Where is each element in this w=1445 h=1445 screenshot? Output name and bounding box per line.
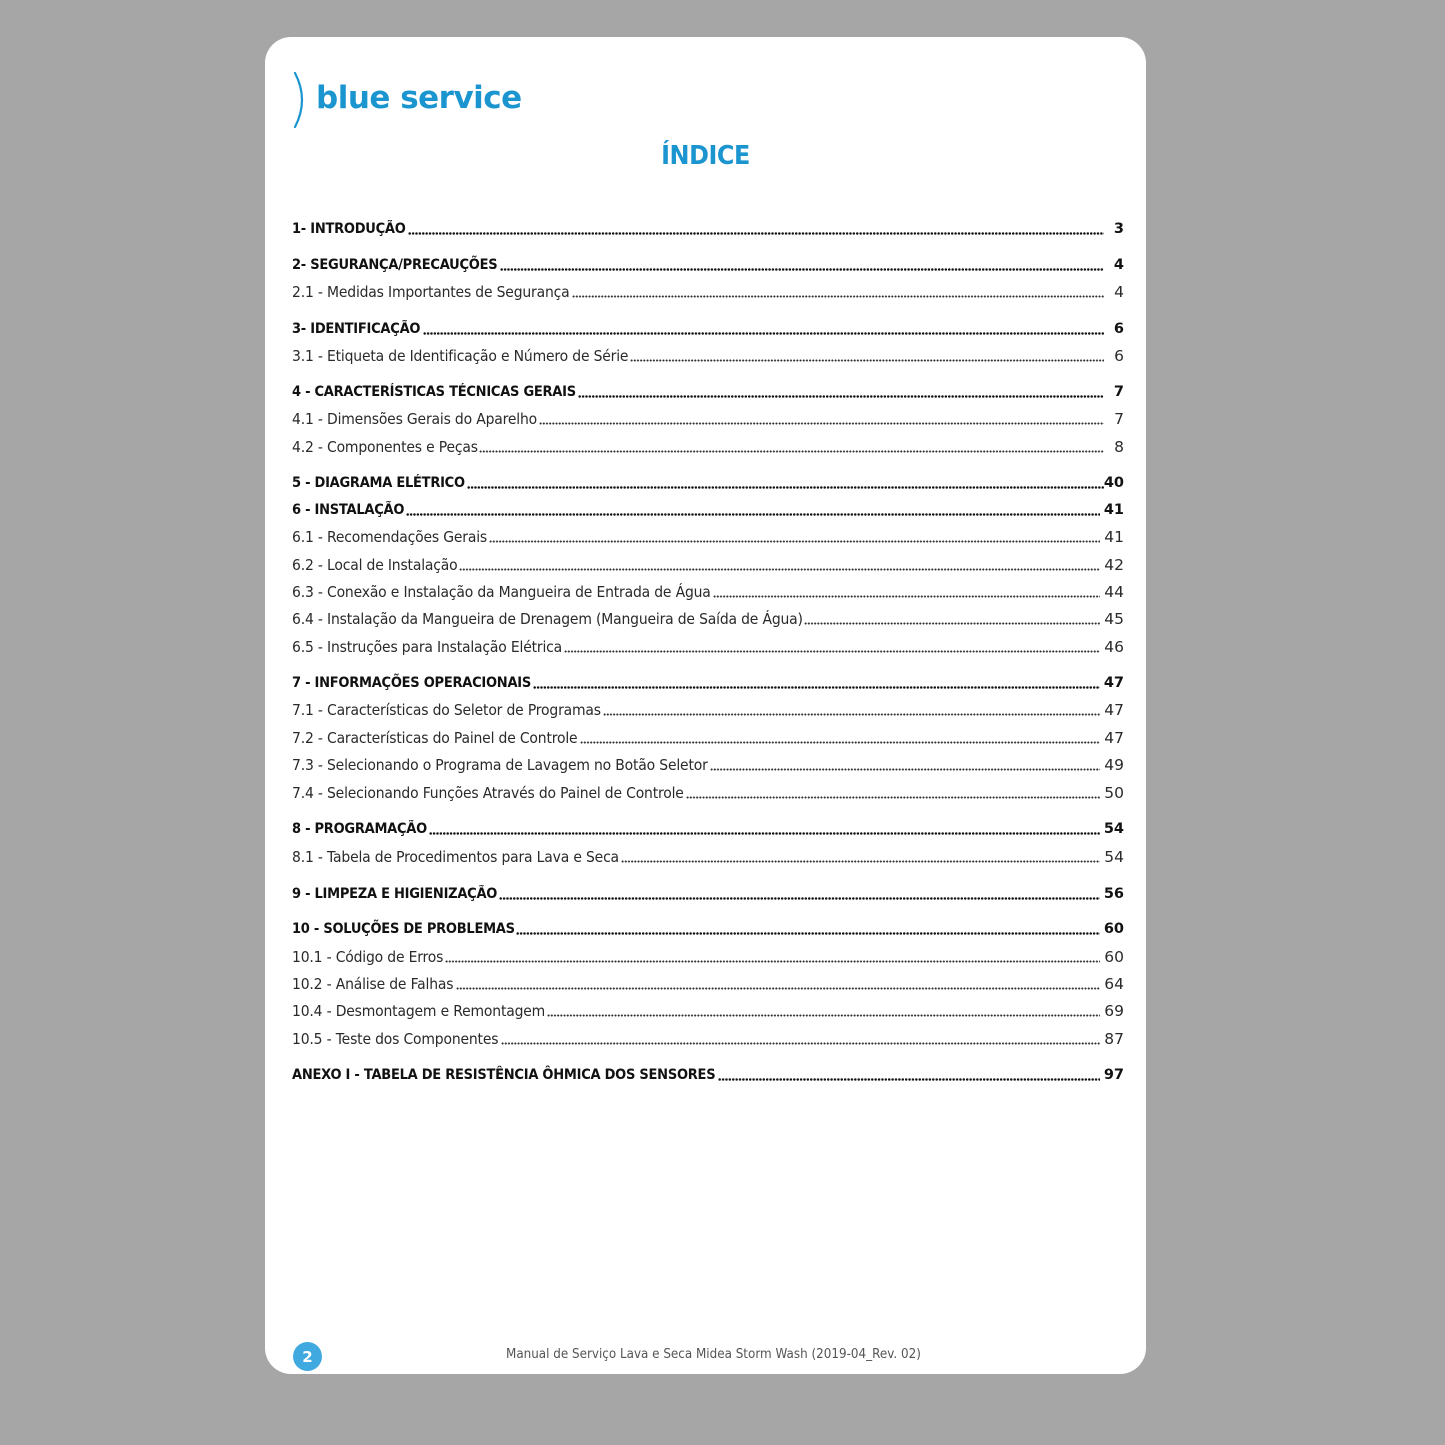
logo-arc-icon: [292, 71, 310, 129]
toc-entry-label: 9 - LIMPEZA E HIGIENIZAÇÃO: [292, 886, 498, 902]
toc-entry-label: 2.1 - Medidas Importantes de Segurança: [292, 283, 570, 301]
toc-entry-page: 6: [1113, 321, 1124, 337]
dot-leader: [630, 359, 1104, 362]
dot-leader: [479, 450, 1104, 453]
toc-entry-label: 6.4 - Instalação da Mangueira de Drenagem (Mangueira de Saída de Água): [292, 610, 803, 628]
toc-entry-label: 7.4 - Selecionando Funções Através do Painel de Controle: [292, 784, 684, 802]
toc-entry-page: 60: [1103, 921, 1124, 937]
toc-entry-label: 10.2 - Análise de Falhas: [292, 975, 454, 993]
dot-leader: [718, 1078, 1100, 1081]
toc-entry-label: 6 - INSTALAÇÃO: [292, 502, 405, 518]
toc-entry-10-5[interactable]: [292, 1025, 1124, 1049]
toc-entry-6-4[interactable]: [292, 605, 1124, 629]
dot-leader: [500, 268, 1104, 271]
toc-entry-page: 41: [1104, 528, 1124, 546]
toc-entry-anexo-i[interactable]: [292, 1061, 1124, 1085]
toc-entry-label: 8 - PROGRAMAÇÃO: [292, 821, 427, 837]
toc-entry-page: 56: [1103, 886, 1124, 902]
toc-entry-10-2[interactable]: [292, 970, 1124, 994]
toc-entry-label: 4.1 - Dimensões Gerais do Aparelho: [292, 410, 537, 428]
toc-entry-6-5[interactable]: [292, 633, 1124, 657]
toc-entry-page: 60: [1104, 948, 1124, 966]
toc-entry-8-1[interactable]: [292, 843, 1124, 867]
toc-entry-7-1[interactable]: [292, 696, 1124, 720]
dot-leader: [580, 741, 1101, 744]
toc-entry-label: 7 - INFORMAÇÕES OPERACIONAIS: [292, 675, 532, 691]
toc-entry-instalacao[interactable]: [292, 496, 1124, 520]
toc-entry-page: 47: [1103, 675, 1124, 691]
toc-entry-label: 2- SEGURANÇA/PRECAUÇÕES: [292, 257, 498, 273]
dot-leader: [501, 1042, 1101, 1045]
toc-entry-page: 4: [1114, 283, 1124, 301]
toc-entry-label: 4 - CARACTERÍSTICAS TÉCNICAS GERAIS: [292, 384, 576, 400]
dot-leader: [429, 832, 1100, 835]
toc-entry-6-1[interactable]: [292, 523, 1124, 547]
dot-leader: [456, 987, 1101, 990]
dot-leader: [686, 796, 1100, 799]
toc-entry-10-4[interactable]: [292, 997, 1124, 1021]
toc-entry-limpeza[interactable]: [292, 880, 1124, 904]
dot-leader: [603, 713, 1100, 716]
toc-entry-page: 64: [1104, 975, 1124, 993]
toc-entry-2-1[interactable]: [292, 278, 1124, 302]
toc-entry-diagrama[interactable]: [292, 469, 1124, 493]
toc-entry-page: 42: [1104, 556, 1124, 574]
toc-entry-label: 10 - SOLUÇÕES DE PROBLEMAS: [292, 921, 515, 937]
toc-entry-page: 46: [1104, 638, 1124, 656]
toc-entry-label: 7.1 - Características do Seletor de Programas: [292, 701, 601, 719]
dot-leader: [804, 622, 1100, 625]
toc-entry-6-3[interactable]: [292, 578, 1124, 602]
toc-entry-caracteristicas[interactable]: [292, 378, 1124, 402]
dot-leader: [516, 932, 1100, 935]
toc-entry-label: 10.5 - Teste dos Componentes: [292, 1030, 499, 1048]
toc-entry-7-2[interactable]: [292, 724, 1124, 748]
toc-entry-page: 50: [1104, 784, 1124, 802]
toc-entry-page: 40: [1103, 475, 1124, 491]
dot-leader: [578, 395, 1104, 398]
toc-entry-page: 54: [1104, 848, 1124, 866]
dot-leader: [499, 897, 1100, 900]
toc-entry-page: 47: [1104, 729, 1124, 747]
dot-leader: [445, 960, 1100, 963]
toc-entry-page: 87: [1104, 1030, 1124, 1048]
dot-leader: [489, 540, 1101, 543]
toc-entry-label: ANEXO I - TABELA DE RESISTÊNCIA ÔHMICA DOS SENSORES: [292, 1067, 716, 1083]
toc-entry-label: 5 - DIAGRAMA ELÉTRICO: [292, 475, 465, 491]
toc-entry-introducao[interactable]: [292, 215, 1124, 239]
dot-leader: [533, 686, 1100, 689]
toc-entry-label: 6.1 - Recomendações Gerais: [292, 528, 487, 546]
toc-entry-page: 47: [1104, 701, 1124, 719]
toc-entry-page: 49: [1104, 756, 1124, 774]
toc-entry-page: 4: [1113, 257, 1124, 273]
toc-entry-page: 54: [1103, 821, 1124, 837]
toc-entry-10-1[interactable]: [292, 943, 1124, 967]
brand-logo: [292, 70, 522, 130]
toc-entry-label: 6.5 - Instruções para Instalação Elétrica: [292, 638, 563, 656]
dot-leader: [710, 768, 1101, 771]
dot-leader: [621, 860, 1100, 863]
toc-entry-label: 1- INTRODUÇÃO: [292, 221, 406, 237]
toc-entry-label: 10.4 - Desmontagem e Remontagem: [292, 1002, 546, 1020]
dot-leader: [467, 486, 1104, 489]
dot-leader: [713, 595, 1100, 598]
document-page: [265, 37, 1146, 1374]
toc-entry-page: 45: [1104, 610, 1124, 628]
toc-entry-7-4[interactable]: [292, 779, 1124, 803]
toc-entry-4-1[interactable]: [292, 405, 1124, 429]
toc-entry-label: 4.2 - Componentes e Peças: [292, 438, 478, 456]
toc-entry-page: 69: [1104, 1002, 1124, 1020]
dot-leader: [539, 422, 1104, 425]
toc-entry-page: 6: [1114, 347, 1124, 365]
toc-entry-label: 8.1 - Tabela de Procedimentos para Lava e Seca: [292, 848, 619, 866]
toc-entry-page: 3: [1113, 221, 1124, 237]
toc-entry-label: 7.3 - Selecionando o Programa de Lavagem no Botão Seletor: [292, 756, 708, 774]
toc-entry-page: 7: [1114, 410, 1124, 428]
toc-entry-programacao[interactable]: [292, 815, 1124, 839]
toc-entry-label: 3- IDENTIFICAÇÃO: [292, 321, 421, 337]
toc-entry-3-1[interactable]: [292, 342, 1124, 366]
dot-leader: [459, 568, 1100, 571]
dot-leader: [564, 650, 1100, 653]
toc-entry-label: 3.1 - Etiqueta de Identificação e Número de Série: [292, 347, 629, 365]
toc-entry-page: 44: [1104, 583, 1124, 601]
toc-entry-label: 6.2 - Local de Instalação: [292, 556, 458, 574]
toc-entry-informacoes[interactable]: [292, 669, 1124, 693]
toc-entry-page: 8: [1114, 438, 1124, 456]
toc-entry-page: 97: [1103, 1067, 1124, 1083]
toc-entry-identificacao[interactable]: [292, 315, 1124, 339]
dot-leader: [408, 232, 1104, 235]
logo-text: blue service: [316, 80, 522, 116]
page-number-badge: 2: [293, 1342, 322, 1371]
toc-entry-seguranca[interactable]: [292, 251, 1124, 275]
toc-entry-page: 41: [1103, 502, 1124, 518]
page-title: ÍNDICE: [661, 141, 750, 171]
toc-entry-label: 6.3 - Conexão e Instalação da Mangueira de Entrada de Água: [292, 583, 711, 601]
toc-entry-7-3[interactable]: [292, 751, 1124, 775]
dot-leader: [572, 295, 1104, 298]
dot-leader: [423, 332, 1104, 335]
toc-entry-6-2[interactable]: [292, 551, 1124, 575]
dot-leader: [547, 1014, 1100, 1017]
toc-entry-label: 10.1 - Código de Erros: [292, 948, 444, 966]
toc-entry-solucoes[interactable]: [292, 915, 1124, 939]
dot-leader: [406, 513, 1100, 516]
toc-entry-page: 7: [1113, 384, 1124, 400]
footer-document-title: Manual de Serviço Lava e Seca Midea Storm Wash (2019-04_Rev. 02): [506, 1347, 921, 1362]
toc-entry-4-2[interactable]: [292, 433, 1124, 457]
toc-entry-label: 7.2 - Características do Painel de Controle: [292, 729, 578, 747]
